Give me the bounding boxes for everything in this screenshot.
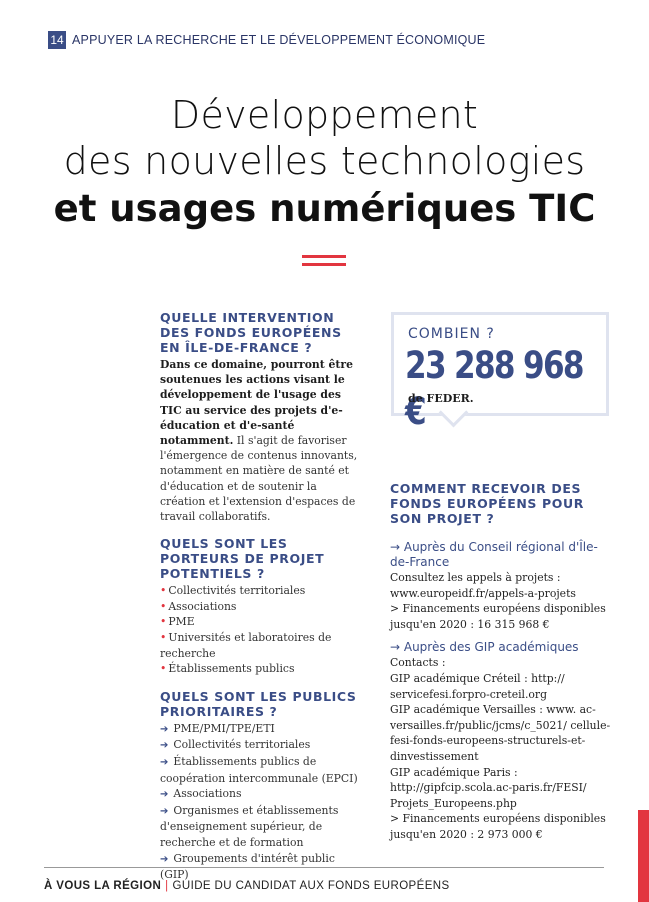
title-line-2: des nouvelles technologies [63,139,586,183]
page-footer [44,880,450,892]
arrow-icon: ➔ [160,853,169,865]
title-line-3: et usages numériques TIC [53,187,596,230]
page-number: 14 [48,31,66,49]
footer-brand: À VOUS LA RÉGION [44,880,162,892]
amount-value: 23 288 968 € [405,344,583,433]
edge-accent-bar [638,810,649,902]
title-line-1: Développement [170,93,479,137]
footer-text: GUIDE DU CANDIDAT AUX FONDS EUROPÉENS [172,880,450,892]
amount-label: COMBIEN ? [408,326,495,342]
porteurs-list [160,583,360,677]
question-publics: QUELS SONT LES PUBLICS PRIORITAIRES ? [160,688,357,719]
gip-creteil: GIP académique Créteil : http:// servicefesi.forpro-creteil.org [390,671,565,701]
conseil-regional-title: → Auprès du Conseil régional d'Île-de-France [390,540,598,569]
question-intervention: QUELLE INTERVENTION DES FONDS EUROPÉENS EN ÎLE-DE-FRANCE ? [160,310,342,355]
list-item: ➔ Collectivités territoriales [160,738,311,752]
publics-list [160,721,360,883]
page-header [48,31,485,49]
title-underline [302,255,346,258]
conseil-regional-text: Consultez les appels à projets : www.europeidf.fr/appels-a-projets [390,571,576,600]
intervention-text [160,357,360,524]
intervention-text-rest: Il s'agit de favoriser l'émergence de contenus innovants, notamment en matière de santé et d'éducation et de soutenir la création et l'extension d'espaces de travail collaboratifs. [160,434,358,524]
page-title [0,92,649,234]
footer-divider [44,867,604,868]
footer-separator: | [165,880,169,892]
section-title: APPUYER LA RECHERCHE ET LE DÉVELOPPEMENT ÉCONOMIQUE [72,33,486,47]
intervention-text-bold: Dans ce domaine, pourront être soutenues les actions visant le développement de l'usage des TIC au service des projets d'e-éducation et d'e-santé notamment. [160,358,353,448]
gip-title: → Auprès des GIP académiques [390,640,579,655]
arrow-icon: ➔ [160,756,169,768]
arrow-icon: ➔ [160,740,169,752]
list-item: • PME [160,615,195,629]
title-underline-2 [302,263,346,266]
list-item: • Établissements publics [160,662,295,676]
arrow-icon: ➔ [160,723,169,735]
gip-paris: GIP académique Paris : http://gipfcip.scola.ac-paris.fr/FESI/ Projets_Europeens.php [390,765,587,810]
list-item: • Associations [160,599,237,613]
list-item: • Universités et laboratoires de recherche [160,631,332,660]
gip-funding: > Financements européens disponibles jusqu'en 2020 : 2 973 000 € [390,812,606,841]
list-item: ➔ Organismes et établissements d'enseignement supérieur, de recherche et de formation [160,803,339,849]
left-column [160,310,360,883]
arrow-icon: ➔ [160,789,169,801]
question-porteurs: QUELS SONT LES PORTEURS DE PROJET POTENTIELS ? [160,536,325,582]
list-item: ➔ Établissements publics de coopération intercommunale (EPCI) [160,754,358,785]
arrow-icon: ➔ [160,805,169,817]
gip-contacts-label: Contacts : [390,656,446,670]
question-comment-recevoir: COMMENT RECEVOIR DES FONDS EUROPÉENS POUR SON PROJET ? [390,481,584,526]
list-item: ➔ PME/PMI/TPE/ETI [160,721,275,735]
amount-suffix: de FEDER. [408,392,474,405]
conseil-regional-funding: > Financements européens disponibles jusqu'en 2020 : 16 315 968 € [390,602,606,631]
right-column [390,481,615,843]
list-item: ➔ Associations [160,787,242,801]
list-item: ➔ Groupements d'intérêt public (GIP) [160,851,335,882]
list-item: • Collectivités territoriales [160,584,306,598]
gip-versailles: GIP académique Versailles : www. ac-versailles.fr/public/jcms/c_5021/ cellule-fesi-fonds-europeens-structurels-et-dinvestissement [390,703,611,763]
